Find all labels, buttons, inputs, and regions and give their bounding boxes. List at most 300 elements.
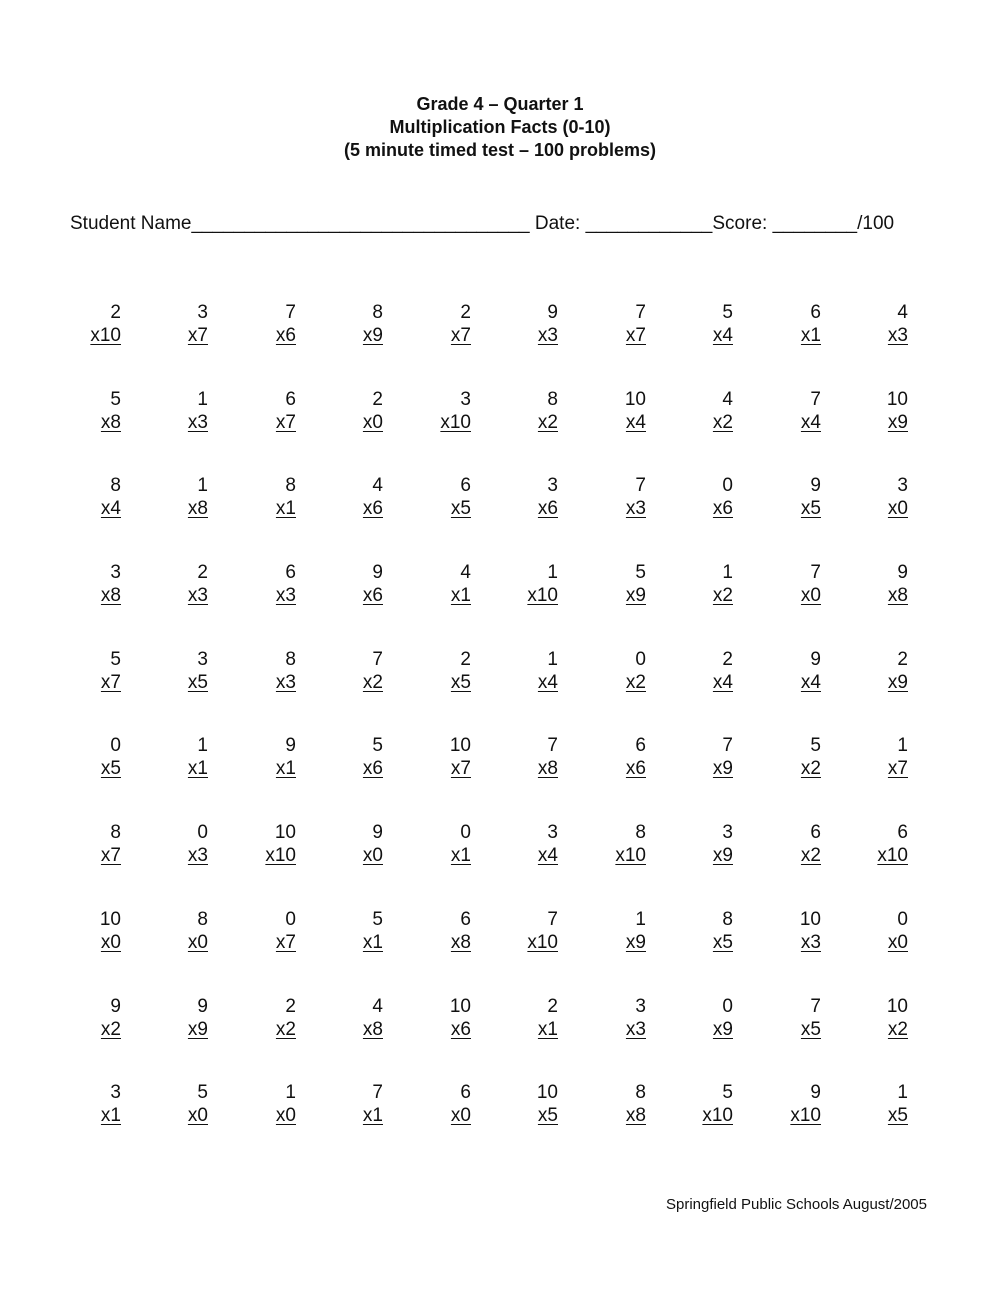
problem-multiplicand: 1 [897, 735, 908, 757]
multiplication-problem [51, 734, 121, 780]
multiplication-problem [838, 1081, 908, 1127]
problem-multiplicand: 9 [372, 562, 383, 584]
problem-multiplier: x8 [450, 931, 471, 953]
problem-multiplier: x1 [187, 758, 208, 780]
multiplication-problem [576, 995, 646, 1041]
problem-multiplicand: 3 [635, 995, 646, 1017]
multiplication-problem [226, 995, 296, 1041]
problem-multiplier: x2 [800, 758, 821, 780]
multiplication-problem [313, 648, 383, 694]
multiplication-problem [313, 1081, 383, 1127]
multiplication-problem [838, 908, 908, 954]
problem-multiplicand: 5 [722, 302, 733, 323]
problem-multiplicand: 7 [722, 735, 733, 757]
problem-multiplier: x2 [712, 411, 733, 433]
multiplication-problem [663, 648, 733, 694]
problem-multiplier: x1 [362, 1105, 383, 1127]
problem-multiplier: x4 [800, 671, 821, 693]
problem-multiplicand: 8 [110, 822, 121, 844]
problem-multiplier: x6 [362, 498, 383, 520]
problem-multiplier: x5 [800, 498, 821, 520]
problem-row [0, 561, 1000, 648]
problem-multiplier: x7 [100, 671, 121, 693]
problem-multiplier: x7 [275, 931, 296, 953]
problem-multiplicand: 10 [449, 735, 471, 757]
problem-multiplier: x10 [877, 845, 908, 867]
problem-multiplicand: 3 [460, 388, 471, 410]
multiplication-problem [576, 648, 646, 694]
multiplication-problem [751, 301, 821, 347]
problem-multiplicand: 4 [372, 995, 383, 1017]
problem-multiplicand: 6 [460, 475, 471, 497]
problem-multiplier: x1 [800, 325, 821, 346]
problem-multiplicand: 5 [372, 908, 383, 930]
multiplication-problem [138, 734, 208, 780]
multiplication-problem [838, 821, 908, 867]
problem-multiplier: x3 [625, 498, 646, 520]
problem-multiplicand: 9 [897, 562, 908, 584]
multiplication-problem [226, 561, 296, 607]
problem-multiplicand: 7 [635, 302, 646, 323]
problem-multiplicand: 2 [460, 302, 471, 323]
multiplication-problem [313, 734, 383, 780]
problem-row [0, 301, 1000, 388]
header-grade-quarter: Grade 4 – Quarter 1 [416, 94, 584, 114]
problem-multiplicand: 8 [722, 908, 733, 930]
problem-multiplier: x3 [275, 585, 296, 607]
problem-multiplier: x8 [187, 498, 208, 520]
problem-multiplicand: 7 [810, 388, 821, 410]
problem-multiplicand: 8 [285, 475, 296, 497]
problem-multiplicand: 5 [110, 388, 121, 410]
header-test-info: (5 minute timed test – 100 problems) [343, 140, 657, 160]
problem-multiplicand: 2 [110, 302, 121, 323]
problem-multiplicand: 2 [285, 995, 296, 1017]
problem-multiplicand: 7 [810, 995, 821, 1017]
multiplication-problem [838, 734, 908, 780]
problem-multiplier: x3 [800, 931, 821, 953]
problem-multiplier: x7 [450, 758, 471, 780]
multiplication-problem [751, 995, 821, 1041]
problem-multiplier: x3 [625, 1018, 646, 1040]
multiplication-problem [488, 301, 558, 347]
problem-multiplicand: 2 [197, 562, 208, 584]
problem-multiplier: x1 [100, 1105, 121, 1127]
multiplication-problem [488, 734, 558, 780]
problem-multiplicand: 5 [372, 735, 383, 757]
multiplication-problem [488, 1081, 558, 1127]
problem-multiplicand: 3 [110, 562, 121, 584]
problem-multiplicand: 7 [372, 1082, 383, 1104]
multiplication-problem [663, 474, 733, 520]
problem-multiplicand: 10 [536, 1082, 558, 1104]
problem-multiplicand: 10 [799, 908, 821, 930]
multiplication-problem [576, 561, 646, 607]
problem-multiplier: x3 [187, 411, 208, 433]
problem-multiplier: x9 [625, 585, 646, 607]
problem-multiplier: x4 [625, 411, 646, 433]
problem-multiplier: x5 [100, 758, 121, 780]
problem-multiplier: x9 [712, 758, 733, 780]
multiplication-problem [663, 561, 733, 607]
multiplication-problem [226, 388, 296, 434]
problem-multiplier: x0 [187, 931, 208, 953]
problem-multiplier: x2 [800, 845, 821, 867]
problem-multiplicand: 0 [197, 822, 208, 844]
multiplication-problem [663, 388, 733, 434]
multiplication-problem [401, 474, 471, 520]
problem-multiplicand: 8 [372, 302, 383, 323]
multiplication-problem [751, 908, 821, 954]
multiplication-problem [576, 301, 646, 347]
problem-multiplier: x6 [450, 1018, 471, 1040]
problem-row [0, 648, 1000, 735]
problem-row [0, 908, 1000, 995]
problem-multiplier: x4 [712, 325, 733, 346]
problem-multiplier: x4 [712, 671, 733, 693]
multiplication-problem [576, 388, 646, 434]
problem-multiplier: x2 [625, 671, 646, 693]
multiplication-problem [313, 995, 383, 1041]
problems-grid [0, 301, 1000, 1168]
problem-multiplicand: 10 [624, 388, 646, 410]
multiplication-problem [138, 908, 208, 954]
problem-multiplier: x5 [712, 931, 733, 953]
problem-multiplier: x3 [187, 845, 208, 867]
multiplication-problem [576, 474, 646, 520]
problem-multiplier: x7 [187, 325, 208, 346]
multiplication-problem [838, 388, 908, 434]
problem-multiplier: x0 [275, 1105, 296, 1127]
multiplication-problem [838, 995, 908, 1041]
multiplication-problem [488, 474, 558, 520]
multiplication-problem [226, 301, 296, 347]
problem-multiplicand: 8 [197, 908, 208, 930]
problem-multiplicand: 8 [285, 648, 296, 670]
problem-row [0, 474, 1000, 561]
problem-multiplier: x1 [450, 585, 471, 607]
problem-multiplicand: 6 [810, 302, 821, 323]
problem-multiplier: x4 [100, 498, 121, 520]
problem-row [0, 995, 1000, 1082]
problem-multiplicand: 0 [722, 995, 733, 1017]
problem-multiplicand: 1 [197, 388, 208, 410]
problem-row [0, 1081, 1000, 1168]
multiplication-problem [838, 301, 908, 347]
problem-multiplier: x9 [712, 845, 733, 867]
multiplication-problem [751, 388, 821, 434]
problem-multiplier: x5 [800, 1018, 821, 1040]
problem-multiplier: x7 [887, 758, 908, 780]
problem-multiplicand: 0 [110, 735, 121, 757]
header-subject: Multiplication Facts (0-10) [389, 117, 611, 137]
problem-multiplicand: 6 [810, 822, 821, 844]
multiplication-problem [226, 908, 296, 954]
multiplication-problem [663, 995, 733, 1041]
multiplication-problem [751, 734, 821, 780]
problem-multiplier: x3 [187, 585, 208, 607]
problem-multiplicand: 3 [110, 1082, 121, 1104]
problem-multiplier: x2 [712, 585, 733, 607]
problem-multiplier: x10 [440, 411, 471, 433]
problem-multiplier: x9 [887, 671, 908, 693]
multiplication-problem [51, 648, 121, 694]
problem-multiplicand: 4 [897, 302, 908, 323]
multiplication-problem [401, 995, 471, 1041]
multiplication-problem [488, 995, 558, 1041]
problem-multiplicand: 7 [372, 648, 383, 670]
problem-multiplier: x5 [450, 671, 471, 693]
problem-multiplier: x10 [90, 325, 121, 346]
problem-multiplier: x10 [527, 931, 558, 953]
problem-multiplicand: 2 [547, 995, 558, 1017]
multiplication-problem [401, 301, 471, 347]
problem-multiplier: x7 [275, 411, 296, 433]
multiplication-problem [226, 648, 296, 694]
problem-multiplier: x5 [450, 498, 471, 520]
multiplication-problem [488, 908, 558, 954]
multiplication-problem [138, 388, 208, 434]
problem-multiplier: x2 [275, 1018, 296, 1040]
problem-multiplicand: 0 [460, 822, 471, 844]
problem-multiplicand: 0 [635, 648, 646, 670]
problem-multiplier: x1 [275, 758, 296, 780]
problem-multiplier: x4 [800, 411, 821, 433]
problem-multiplicand: 0 [897, 908, 908, 930]
problem-multiplier: x6 [537, 498, 558, 520]
problem-multiplicand: 6 [460, 1082, 471, 1104]
problem-multiplier: x7 [625, 325, 646, 346]
problem-multiplicand: 4 [372, 475, 383, 497]
multiplication-problem [751, 561, 821, 607]
problem-multiplicand: 6 [460, 908, 471, 930]
multiplication-problem [138, 648, 208, 694]
multiplication-problem [138, 301, 208, 347]
multiplication-problem [663, 821, 733, 867]
multiplication-problem [401, 388, 471, 434]
problem-multiplicand: 10 [274, 822, 296, 844]
problem-multiplicand: 9 [110, 995, 121, 1017]
problem-multiplier: x5 [537, 1105, 558, 1127]
problem-multiplicand: 10 [886, 388, 908, 410]
multiplication-problem [313, 908, 383, 954]
problem-multiplier: x0 [100, 931, 121, 953]
multiplication-problem [51, 561, 121, 607]
problem-multiplicand: 9 [810, 648, 821, 670]
problem-multiplier: x0 [362, 845, 383, 867]
problem-multiplicand: 5 [110, 648, 121, 670]
problem-multiplicand: 5 [197, 1082, 208, 1104]
problem-multiplier: x8 [362, 1018, 383, 1040]
problem-multiplier: x6 [362, 758, 383, 780]
problem-multiplier: x6 [275, 325, 296, 346]
problem-multiplicand: 3 [547, 822, 558, 844]
multiplication-problem [663, 908, 733, 954]
multiplication-problem [401, 648, 471, 694]
multiplication-problem [751, 474, 821, 520]
problem-multiplier: x5 [187, 671, 208, 693]
problem-multiplicand: 2 [722, 648, 733, 670]
problem-multiplicand: 3 [197, 302, 208, 323]
problem-multiplier: x1 [450, 845, 471, 867]
problem-multiplicand: 8 [110, 475, 121, 497]
multiplication-problem [838, 648, 908, 694]
problem-multiplier: x0 [887, 498, 908, 520]
multiplication-problem [488, 388, 558, 434]
multiplication-problem [838, 474, 908, 520]
problem-multiplier: x8 [100, 585, 121, 607]
multiplication-problem [488, 561, 558, 607]
problem-multiplier: x5 [887, 1105, 908, 1127]
problem-multiplicand: 1 [635, 908, 646, 930]
problem-multiplier: x3 [275, 671, 296, 693]
problem-multiplier: x9 [362, 325, 383, 346]
problem-multiplicand: 7 [285, 302, 296, 323]
problem-multiplicand: 7 [810, 562, 821, 584]
problem-multiplicand: 8 [635, 1082, 646, 1104]
problem-multiplicand: 3 [722, 822, 733, 844]
problem-multiplier: x10 [702, 1105, 733, 1127]
multiplication-problem [751, 1081, 821, 1127]
problem-multiplier: x9 [187, 1018, 208, 1040]
problem-multiplicand: 2 [372, 388, 383, 410]
multiplication-problem [576, 1081, 646, 1127]
multiplication-problem [576, 734, 646, 780]
problem-multiplicand: 4 [460, 562, 471, 584]
problem-multiplicand: 2 [460, 648, 471, 670]
problem-multiplicand: 5 [810, 735, 821, 757]
problem-multiplicand: 9 [810, 1082, 821, 1104]
multiplication-problem [576, 821, 646, 867]
problem-multiplier: x10 [265, 845, 296, 867]
problem-multiplier: x2 [362, 671, 383, 693]
problem-row [0, 388, 1000, 475]
multiplication-problem [488, 648, 558, 694]
problem-multiplicand: 7 [547, 735, 558, 757]
problem-multiplier: x8 [100, 411, 121, 433]
problem-multiplicand: 9 [197, 995, 208, 1017]
problem-multiplier: x2 [887, 1018, 908, 1040]
problem-multiplier: x3 [887, 325, 908, 346]
problem-multiplier: x4 [537, 845, 558, 867]
multiplication-problem [51, 1081, 121, 1127]
problem-multiplicand: 1 [897, 1082, 908, 1104]
problem-multiplicand: 1 [722, 562, 733, 584]
problem-multiplicand: 9 [810, 475, 821, 497]
problem-multiplicand: 5 [722, 1082, 733, 1104]
problem-multiplier: x4 [537, 671, 558, 693]
problem-multiplicand: 8 [547, 388, 558, 410]
multiplication-problem [313, 561, 383, 607]
multiplication-problem [51, 821, 121, 867]
multiplication-problem [838, 561, 908, 607]
multiplication-problem [51, 995, 121, 1041]
problem-multiplicand: 10 [886, 995, 908, 1017]
multiplication-problem [51, 388, 121, 434]
problem-multiplier: x9 [712, 1018, 733, 1040]
multiplication-problem [138, 1081, 208, 1127]
problem-multiplicand: 10 [449, 995, 471, 1017]
multiplication-problem [401, 734, 471, 780]
problem-multiplier: x8 [887, 585, 908, 607]
multiplication-problem [226, 474, 296, 520]
student-info-line: Student Name________________________________ Date: ____________Score: ________/100 [70, 213, 895, 234]
problem-multiplier: x2 [537, 411, 558, 433]
problem-multiplier: x7 [100, 845, 121, 867]
multiplication-problem [401, 1081, 471, 1127]
multiplication-problem [51, 301, 121, 347]
problem-multiplier: x0 [362, 411, 383, 433]
problem-row [0, 821, 1000, 908]
multiplication-problem [226, 734, 296, 780]
multiplication-problem [751, 821, 821, 867]
problem-multiplicand: 6 [897, 822, 908, 844]
problem-multiplicand: 10 [99, 908, 121, 930]
problem-multiplicand: 4 [722, 388, 733, 410]
problem-multiplier: x9 [887, 411, 908, 433]
problem-multiplier: x8 [625, 1105, 646, 1127]
problem-multiplicand: 8 [635, 822, 646, 844]
problem-multiplier: x10 [615, 845, 646, 867]
multiplication-problem [138, 995, 208, 1041]
footer-credit: Springfield Public Schools August/2005 [665, 1196, 927, 1213]
problem-multiplicand: 6 [635, 735, 646, 757]
problem-multiplicand: 9 [372, 822, 383, 844]
problem-multiplicand: 3 [897, 475, 908, 497]
problem-multiplicand: 6 [285, 562, 296, 584]
problem-multiplier: x1 [362, 931, 383, 953]
problem-multiplicand: 0 [285, 908, 296, 930]
multiplication-problem [138, 474, 208, 520]
multiplication-problem [313, 301, 383, 347]
multiplication-problem [488, 821, 558, 867]
problem-multiplier: x7 [450, 325, 471, 346]
problem-row [0, 734, 1000, 821]
problem-multiplier: x6 [712, 498, 733, 520]
problem-multiplicand: 1 [285, 1082, 296, 1104]
multiplication-problem [51, 474, 121, 520]
multiplication-problem [401, 561, 471, 607]
multiplication-problem [226, 1081, 296, 1127]
problem-multiplicand: 1 [547, 648, 558, 670]
problem-multiplicand: 1 [547, 562, 558, 584]
multiplication-problem [313, 474, 383, 520]
problem-multiplier: x10 [527, 585, 558, 607]
problem-multiplier: x6 [625, 758, 646, 780]
problem-multiplicand: 9 [285, 735, 296, 757]
multiplication-problem [226, 821, 296, 867]
multiplication-problem [751, 648, 821, 694]
problem-multiplier: x1 [537, 1018, 558, 1040]
problem-multiplier: x3 [537, 325, 558, 346]
multiplication-problem [663, 1081, 733, 1127]
multiplication-problem [663, 301, 733, 347]
problem-multiplicand: 2 [897, 648, 908, 670]
problem-multiplicand: 1 [197, 475, 208, 497]
multiplication-problem [663, 734, 733, 780]
problem-multiplier: x1 [275, 498, 296, 520]
worksheet-header [0, 93, 1000, 162]
multiplication-problem [313, 388, 383, 434]
multiplication-problem [138, 821, 208, 867]
multiplication-problem [401, 908, 471, 954]
problem-multiplier: x10 [790, 1105, 821, 1127]
multiplication-problem [138, 561, 208, 607]
problem-multiplier: x0 [800, 585, 821, 607]
problem-multiplicand: 3 [547, 475, 558, 497]
problem-multiplicand: 6 [285, 388, 296, 410]
problem-multiplier: x8 [537, 758, 558, 780]
